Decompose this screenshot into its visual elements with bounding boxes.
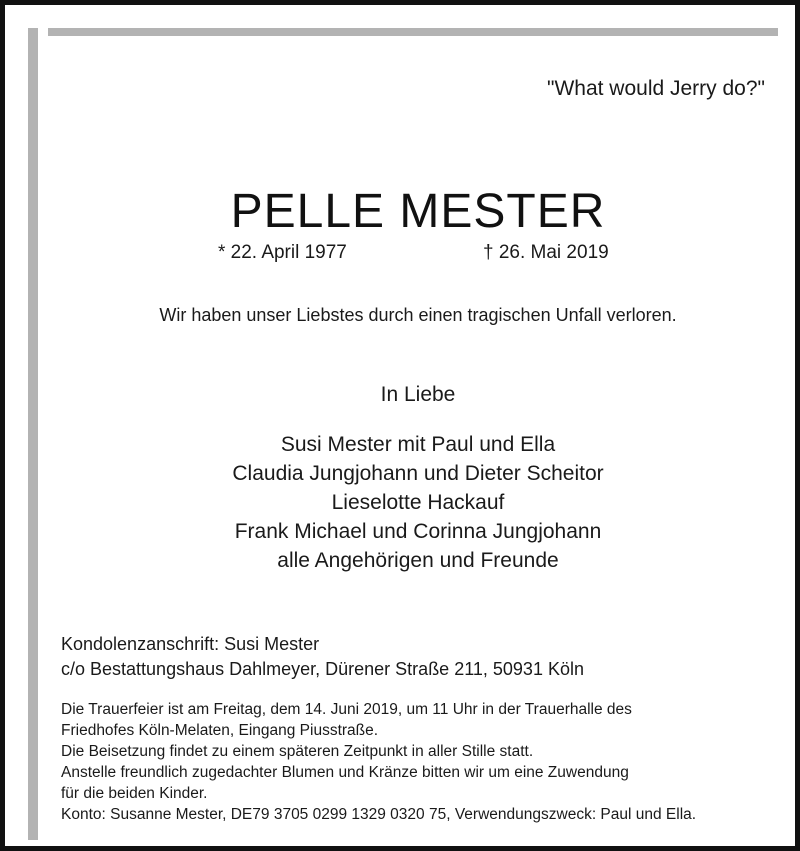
details-line: Die Trauerfeier ist am Freitag, dem 14. Juni 2019, um 11 Uhr in der Trauerhalle des — [61, 701, 632, 718]
mourner-line: Frank Michael und Corinna Jungjohann — [234, 520, 602, 543]
mourner-line: Claudia Jungjohann und Dieter Scheitor — [232, 462, 604, 485]
announcement-sentence: Wir haben unser Liebstes durch einen tragischen Unfall verloren. — [159, 305, 677, 325]
decorative-top-bar — [48, 28, 778, 36]
birth-date: * 22. April 1977 — [218, 242, 347, 263]
condolence-address — [61, 632, 584, 682]
mourners-list — [5, 430, 800, 575]
condolence-line: Kondolenzanschrift: Susi Mester — [61, 634, 320, 654]
in-liebe-heading: In Liebe — [380, 383, 456, 406]
details-line: Friedhofes Köln-Melaten, Eingang Piusstraße. — [61, 722, 379, 739]
mourner-line: alle Angehörigen und Freunde — [277, 549, 559, 572]
death-date: † 26. Mai 2019 — [483, 242, 609, 263]
mourner-line: Susi Mester mit Paul und Ella — [280, 433, 556, 456]
ceremony-details — [61, 699, 696, 825]
mourner-line: Lieselotte Hackauf — [331, 491, 505, 514]
details-line: für die beiden Kinder. — [61, 785, 208, 802]
details-line: Anstelle freundlich zugedachter Blumen und Kränze bitten wir um eine Zuwendung — [61, 764, 629, 781]
deceased-name: PELLE MESTER — [230, 185, 606, 238]
condolence-line: c/o Bestattungshaus Dahlmeyer, Dürener Straße 211, 50931 Köln — [61, 659, 584, 679]
quote: "What would Jerry do?" — [547, 77, 765, 100]
details-line: Konto: Susanne Mester, DE79 3705 0299 1329 0320 75, Verwendungszweck: Paul und Ella. — [61, 806, 697, 823]
details-line: Die Beisetzung findet zu einem späteren Zeitpunkt in aller Stille statt. — [61, 743, 534, 760]
